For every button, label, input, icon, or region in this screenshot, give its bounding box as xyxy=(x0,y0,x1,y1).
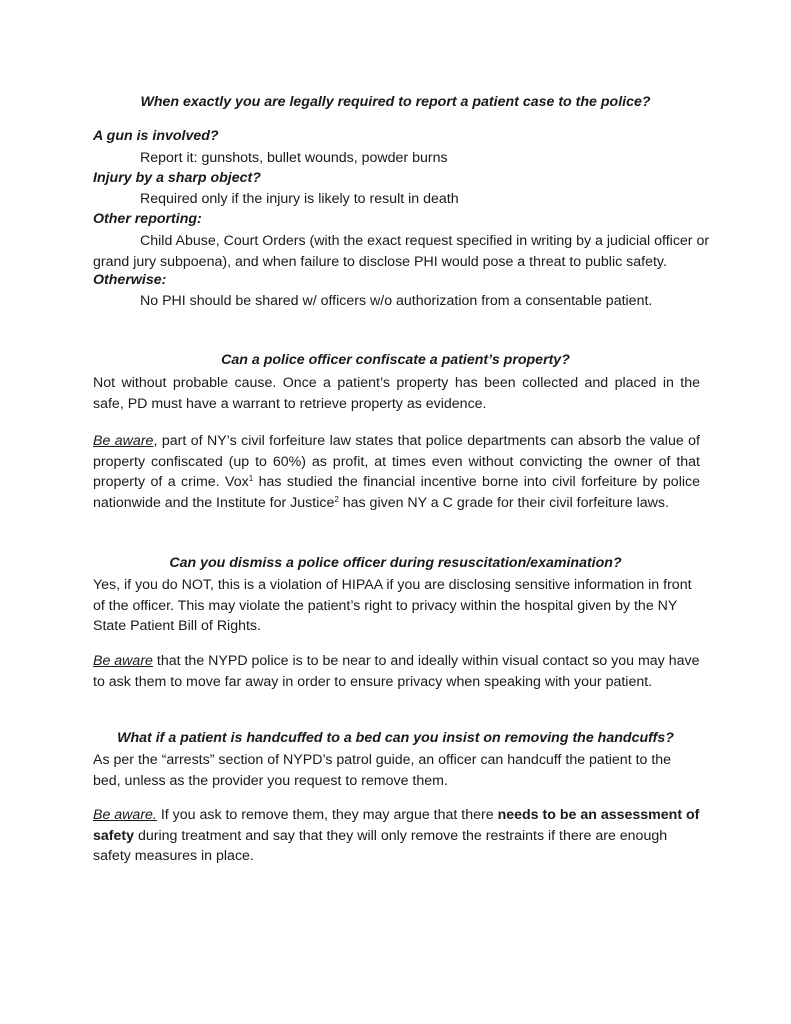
text-other-reporting: Child Abuse, Court Orders (with the exact request specified in writing by a judicial officer or grand jury subpoena), and when failure to disclose PHI would pose a threat to public safety. xyxy=(93,233,710,270)
section-2-title: Can a police officer confiscate a patient’s property? xyxy=(221,352,570,368)
section-4-paragraph-2-bold: needs to be an assessment of safety xyxy=(93,807,700,844)
section-4-title: What if a patient is handcuffed to a bed can you insist on removing the handcuffs? xyxy=(117,730,674,746)
section-2-paragraph-1: Not without probable cause. Once a patient’s property has been collected and placed in the safe, PD must have a warrant to retrieve property as evidence. xyxy=(93,375,700,412)
section-3-paragraph-2 xyxy=(93,651,700,692)
be-aware-label: Be aware. xyxy=(93,807,157,823)
term-gun: A gun is involved? xyxy=(93,128,219,144)
text-gun: Report it: gunshots, bullet wounds, powder burns xyxy=(140,150,448,166)
section-1-title: When exactly you are legally required to report a patient case to the police? xyxy=(140,94,651,110)
footnote-ref-2: 2 xyxy=(334,494,339,504)
section-3-paragraph-1: Yes, if you do NOT, this is a violation of HIPAA if you are disclosing sensitive information in front of the officer. This may violate the patient’s right to privacy within the hospital given by the NY State Patient Bill of Rights. xyxy=(93,577,692,634)
be-aware-label: Be aware xyxy=(93,653,153,669)
section-4-paragraph-2-text-b: during treatment and say that they will only remove the restraints if there are enough safety measures in place. xyxy=(93,827,668,864)
footnote-ref-1: 1 xyxy=(248,474,254,483)
section-2-paragraph-2-text-c: has given NY a C grade for their civil forfeiture laws. xyxy=(338,494,669,511)
section-3-paragraph-2-text: that the NYPD police is to be near to and ideally within visual contact so you may have to ask them to move far away in order to ensure privacy when speaking with your patient. xyxy=(93,653,700,690)
term-otherwise: Otherwise: xyxy=(93,272,167,288)
term-other-reporting: Other reporting: xyxy=(93,211,202,227)
section-3-title: Can you dismiss a police officer during resuscitation/examination? xyxy=(169,555,622,571)
section-2-paragraph-2-text-b: has studied the financial incentive borne into civil forfeiture by police nationwide and the Institute for Justice xyxy=(93,474,700,511)
section-2-paragraph-2 xyxy=(93,431,700,513)
term-sharp-object: Injury by a sharp object? xyxy=(93,170,261,186)
text-sharp-object: Required only if the injury is likely to result in death xyxy=(140,191,459,207)
be-aware-label: Be aware xyxy=(93,433,154,449)
section-4-paragraph-1: As per the “arrests” section of NYPD’s patrol guide, an officer can handcuff the patient to the bed, unless as the provider you request to remove them. xyxy=(93,752,672,789)
text-otherwise: No PHI should be shared w/ officers w/o authorization from a consentable patient. xyxy=(140,293,653,309)
section-4-paragraph-2-text-a: If you ask to remove them, they may argue that there xyxy=(156,807,498,823)
section-2-paragraph-2-text-a: , part of NY’s civil forfeiture law states that police departments can absorb the value of property confiscated (up to 60%) as profit, at times even without convicting the owner of that property of a crime. Vox xyxy=(93,433,701,490)
section-4-paragraph-2 xyxy=(93,805,700,867)
